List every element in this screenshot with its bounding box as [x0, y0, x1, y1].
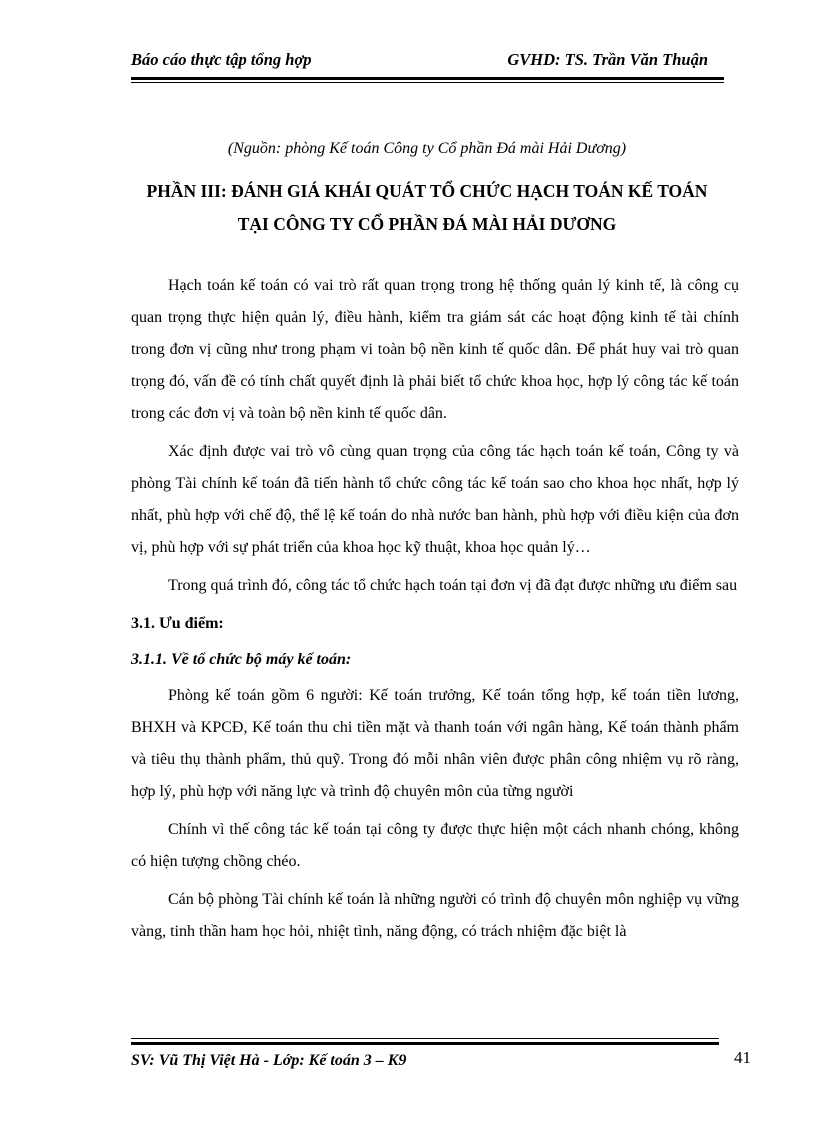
subheading-organization: 3.1.1. Về tổ chức bộ máy kế toán:: [131, 651, 352, 668]
page-header: [131, 50, 723, 74]
supervisor: GVHD: TS. Trần Văn Thuận: [507, 50, 708, 69]
section-title-line-2: TẠI CÔNG TY CỔ PHẦN ĐÁ MÀI HẢI DƯƠNG: [237, 214, 617, 234]
paragraph: Xác định được vai trò vô cùng quan trọng của công tác hạch toán kế toán, Công ty và phòng Tài chính kế toán đã tiến hành tổ chức công tác kế toán sao cho khoa học nhất, hợp lý nhất, phù hợp với chế độ, thể lệ kế toán do nhà nước ban hành, phù hợp với điều kiện của đơn vị, phù hợp với sự phát triển của khoa học kỹ thuật, khoa học quản lý…: [131, 443, 739, 556]
footer-rule-thick: [131, 1042, 719, 1045]
body-text: [131, 270, 739, 954]
section-title: [131, 175, 723, 241]
page-footer: [131, 1048, 751, 1076]
paragraph: Phòng kế toán gồm 6 người: Kế toán trưởng, Kế toán tổng hợp, kế toán tiền lương, BHXH và KPCĐ, Kế toán thu chi tiền mặt và thanh toán với ngân hàng, Kế toán thành phẩm và tiêu thụ thành phẩm, thủ quỹ. Trong đó mỗi nhân viên được phân công nhiệm vụ rõ ràng, hợp lý, phù hợp với năng lực và trình độ chuyên môn của từng người: [131, 687, 739, 800]
source-note: (Nguồn: phòng Kế toán Công ty Cổ phần Đá mài Hải Dương): [227, 140, 627, 157]
paragraph: Cán bộ phòng Tài chính kế toán là những người có trình độ chuyên môn nghiệp vụ vững vàng, tinh thần ham học hỏi, nhiệt tình, năng động, có trách nhiệm đặc biệt là: [131, 891, 739, 940]
heading-advantages: 3.1. Ưu điểm:: [131, 615, 224, 632]
page-number: 41: [734, 1048, 751, 1067]
section-title-line-1: PHẦN III: ĐÁNH GIÁ KHÁI QUÁT TỔ CHỨC HẠCH TOÁN KẾ TOÁN: [146, 181, 708, 201]
header-rule-thick: [131, 77, 724, 80]
paragraph: Trong quá trình đó, công tác tổ chức hạch toán tại đơn vị đã đạt được những ưu điểm sau: [168, 577, 738, 594]
student-info: SV: Vũ Thị Việt Hà - Lớp: Kế toán 3 – K9: [131, 1052, 407, 1069]
paragraph: Chính vì thế công tác kế toán tại công ty được thực hiện một cách nhanh chóng, không có hiện tượng chồng chéo.: [131, 821, 739, 870]
footer-rule-thin: [131, 1038, 719, 1039]
header-rule-thin: [131, 82, 724, 83]
report-title: Báo cáo thực tập tổng hợp: [131, 50, 312, 69]
paragraph: Hạch toán kế toán có vai trò rất quan trọng trong hệ thống quản lý kinh tế, là công cụ quan trọng thực hiện quản lý, điều hành, kiểm tra giám sát các hoạt động kinh tế tài chính trong đơn vị cũng như trong phạm vi toàn bộ nền kinh tế quốc dân. Để phát huy vai trò quan trọng đó, vấn đề có tính chất quyết định là phải biết tổ chức khoa học, hợp lý công tác kế toán trong các đơn vị và toàn bộ nền kinh tế quốc dân.: [131, 277, 739, 422]
